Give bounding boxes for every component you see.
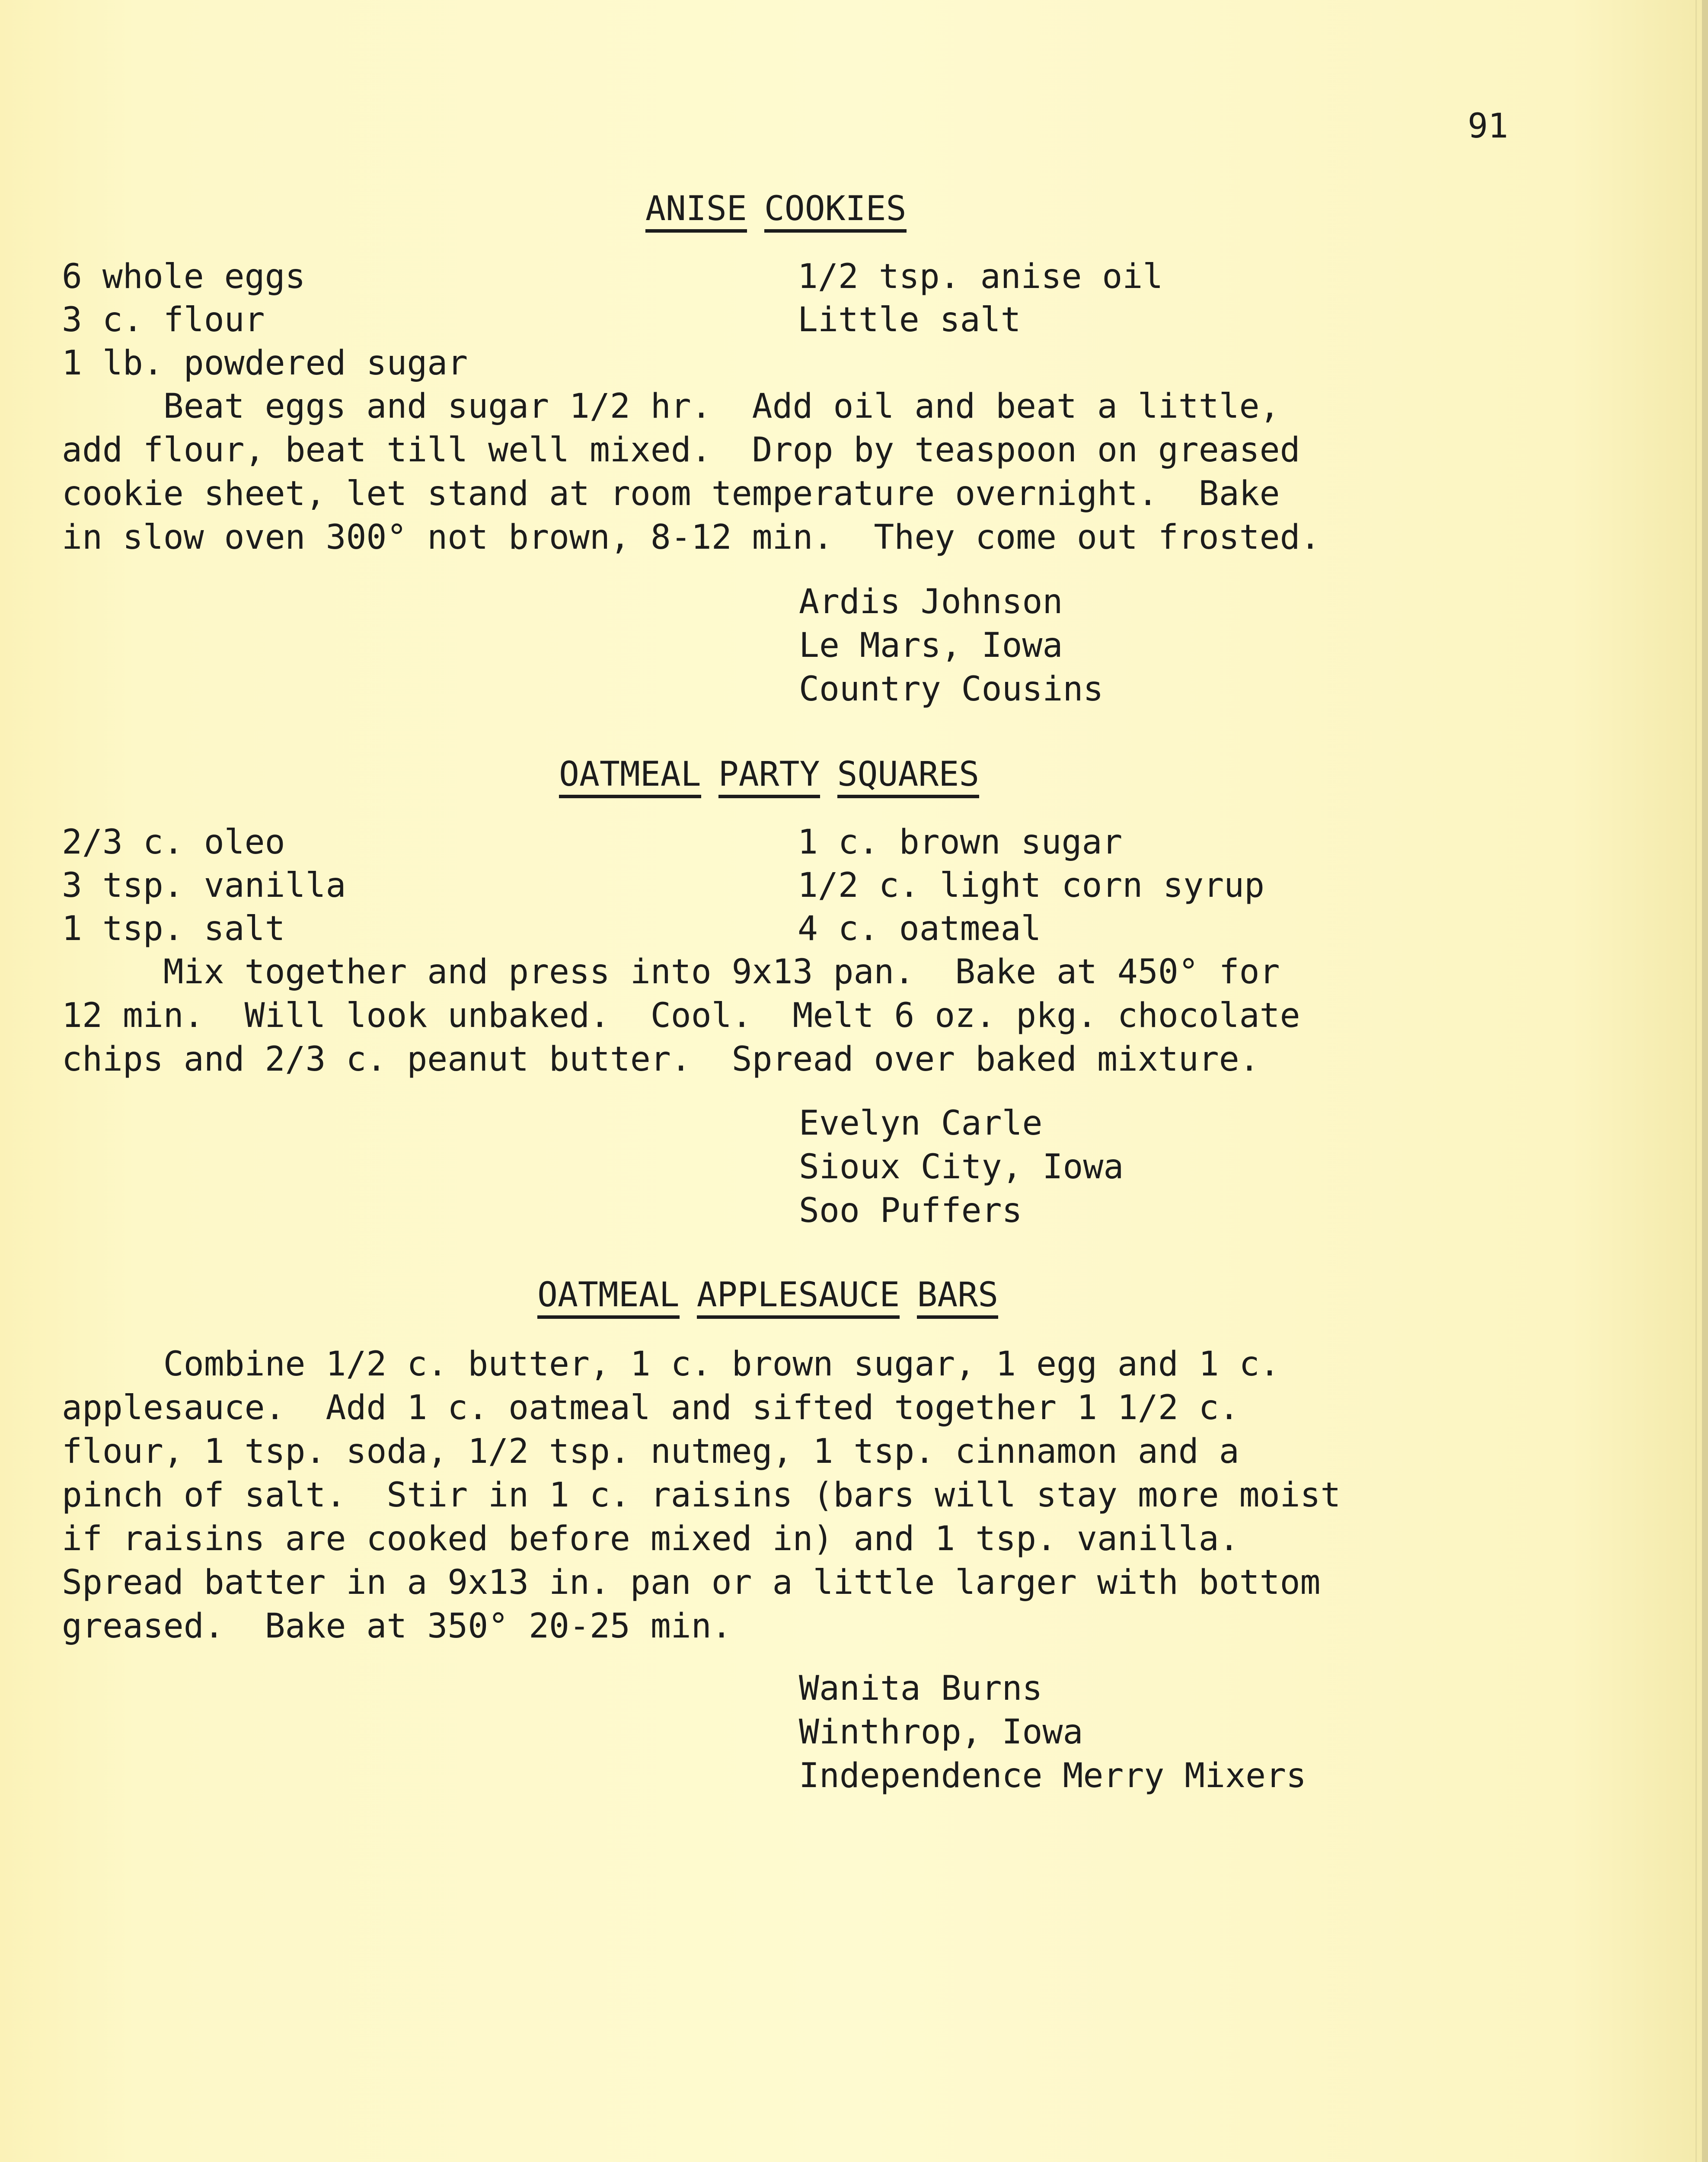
instruction-line: Spread batter in a 9x13 in. pan or a little larger with bottom (62, 1563, 1321, 1602)
contributor-name: Ardis Johnson (799, 582, 1063, 621)
ingredient: 1/2 tsp. anise oil (798, 257, 1163, 296)
instruction-line: chips and 2/3 c. peanut butter. Spread over baked mixture. (62, 1040, 1260, 1079)
ingredient: 1 lb. powdered sugar (62, 344, 468, 383)
instruction-line: greased. Bake at 350° 20-25 min. (62, 1607, 732, 1646)
title-word: APPLESAUCE (697, 1276, 900, 1319)
contributor-name: Wanita Burns (799, 1669, 1043, 1708)
contributor-club: Soo Puffers (799, 1191, 1022, 1230)
instruction-line: if raisins are cooked before mixed in) and 1 tsp. vanilla. (62, 1519, 1239, 1558)
ingredient: 3 tsp. vanilla (62, 866, 346, 905)
contributor-club: Independence Merry Mixers (799, 1756, 1306, 1795)
title-word: OATMEAL (559, 756, 701, 798)
ingredient: 1 c. brown sugar (798, 823, 1123, 862)
contributor (799, 1667, 1306, 1798)
page-number: 91 (1468, 107, 1508, 146)
instruction-line: pinch of salt. Stir in 1 c. raisins (bars will stay more moist (62, 1476, 1341, 1515)
ingredient: 3 c. flour (62, 301, 265, 339)
instruction-line: applesauce. Add 1 c. oatmeal and sifted together 1 1/2 c. (62, 1388, 1239, 1427)
recipe-instructions (62, 385, 1445, 560)
ingredient: 1/2 c. light corn syrup (798, 866, 1265, 905)
instruction-line: 12 min. Will look unbaked. Cool. Melt 6 oz. pkg. chocolate (62, 996, 1300, 1035)
recipe-title-oatmeal-party-squares (559, 756, 979, 798)
ingredient: 6 whole eggs (62, 257, 306, 296)
instruction-line: in slow oven 300° not brown, 8-12 min. They come out frosted. (62, 518, 1321, 557)
contributor-location: Sioux City, Iowa (799, 1148, 1124, 1187)
title-word: ANISE (645, 190, 747, 233)
ingredient: 1 tsp. salt (62, 909, 285, 948)
contributor-location: Winthrop, Iowa (799, 1713, 1083, 1752)
instruction-line: add flour, beat till well mixed. Drop by teaspoon on greased (62, 431, 1300, 470)
contributor-name: Evelyn Carle (799, 1104, 1043, 1143)
title-word: SQUARES (837, 756, 980, 798)
recipe-title-anise-cookies (645, 190, 907, 233)
instruction-line: Combine 1/2 c. butter, 1 c. brown sugar, 1 egg and 1 c. (62, 1345, 1280, 1384)
page-edge (1702, 0, 1708, 2162)
instruction-line: cookie sheet, let stand at room temperature overnight. Bake (62, 474, 1280, 513)
contributor-club: Country Cousins (799, 670, 1104, 709)
contributor-location: Le Mars, Iowa (799, 626, 1063, 665)
contributor (799, 1102, 1124, 1233)
contributor (799, 580, 1103, 711)
page-edge-line (1695, 0, 1697, 2162)
ingredient: Little salt (798, 301, 1021, 339)
instruction-line: Mix together and press into 9x13 pan. Bake at 450° for (62, 953, 1280, 991)
recipe-title-oatmeal-applesauce-bars (537, 1276, 998, 1319)
recipe-instructions (62, 950, 1445, 1081)
instruction-line: Beat eggs and sugar 1/2 hr. Add oil and beat a little, (62, 387, 1280, 426)
title-word: BARS (917, 1276, 998, 1319)
title-word: PARTY (718, 756, 820, 798)
recipe-instructions (62, 1343, 1445, 1648)
title-word: COOKIES (764, 190, 907, 233)
title-word: OATMEAL (537, 1276, 680, 1319)
ingredient: 2/3 c. oleo (62, 823, 285, 862)
ingredient: 4 c. oatmeal (798, 909, 1041, 948)
instruction-line: flour, 1 tsp. soda, 1/2 tsp. nutmeg, 1 tsp. cinnamon and a (62, 1432, 1239, 1471)
